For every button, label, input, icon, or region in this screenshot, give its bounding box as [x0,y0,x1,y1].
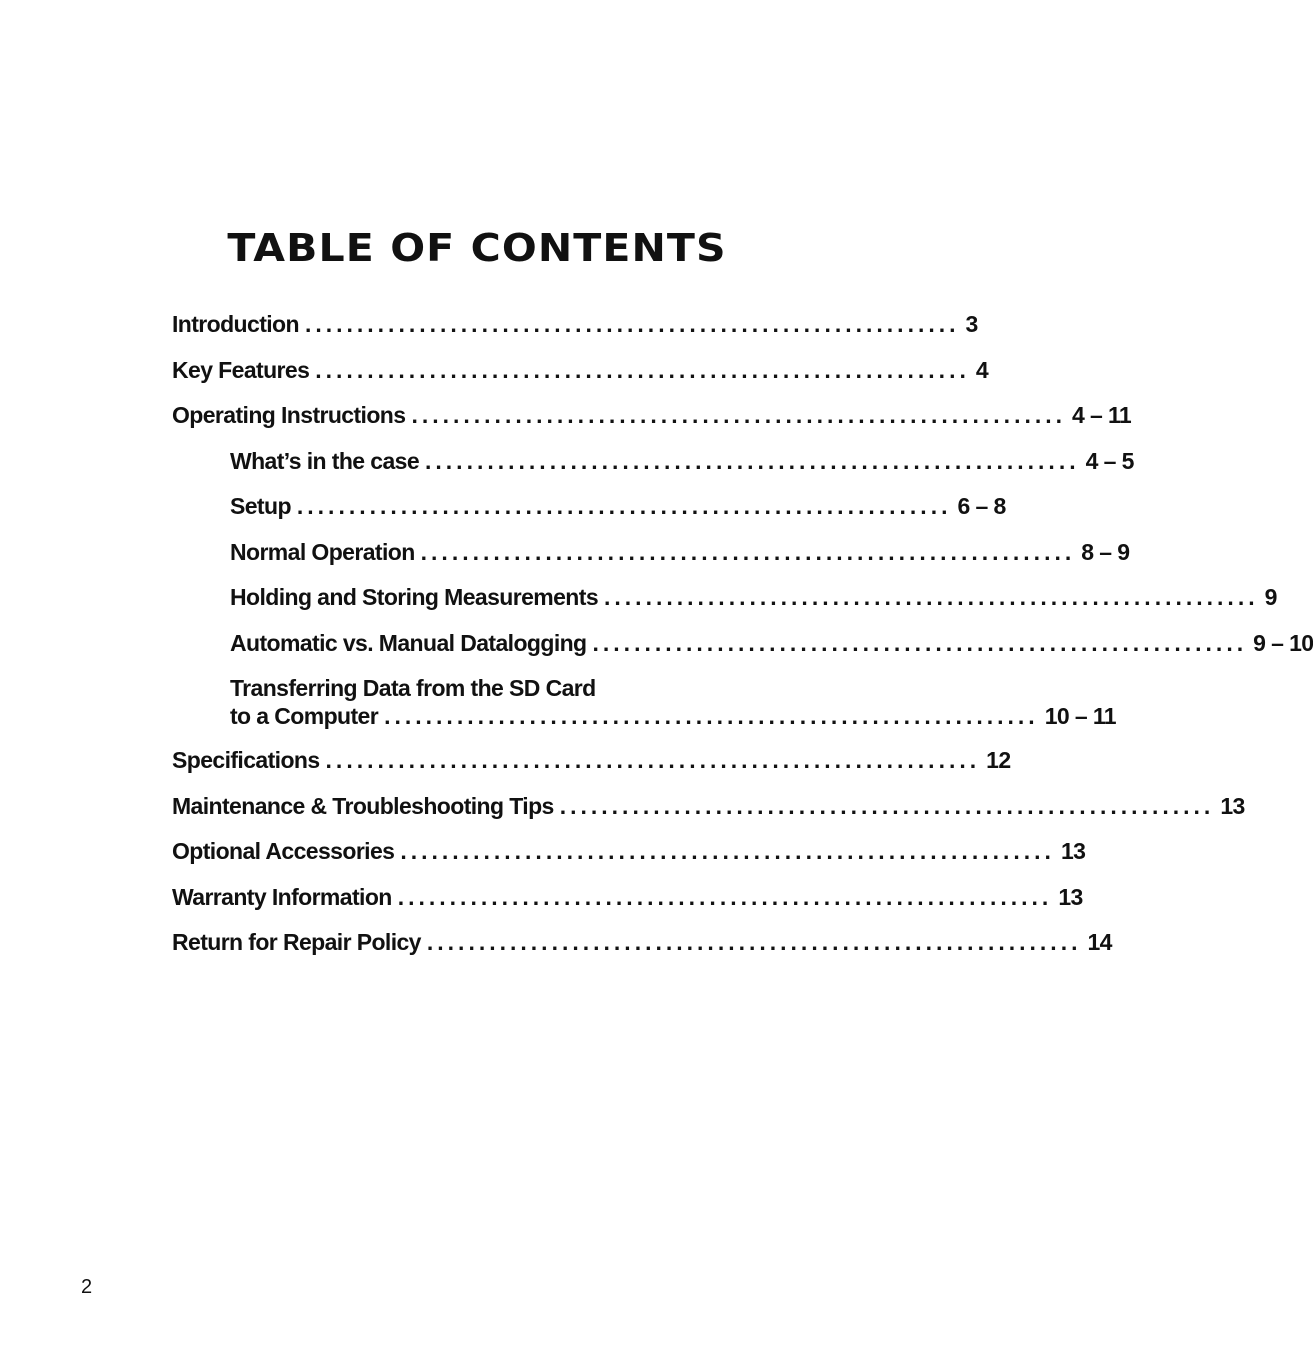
toc-entry-label: Setup [230,493,291,519]
toc-entry-pages: 14 [1087,929,1112,955]
toc-entry-pages: 13 [1220,792,1245,819]
toc-entry-pages: 3 [965,311,978,337]
dot-leader: ............................................................... [420,538,1076,565]
dot-leader: ............................................................... [384,703,1039,729]
toc-entry-pages: 13 [1060,838,1086,864]
toc-entry-label: Warranty Information [172,883,392,910]
dot-leader: ............................................................... [411,402,1067,428]
toc-entry-label: to a Computer [230,703,379,729]
toc-entry-label-line1: Transferring Data from the SD Card [230,675,596,701]
toc-entry-datalogging[interactable] [230,629,1313,675]
toc-entry-pages: 10 – 11 [1044,703,1116,729]
toc-entry-pages: 13 [1058,883,1083,910]
toc-entry-pages: 8 – 9 [1081,538,1130,565]
dot-leader: ............................................................... [296,493,952,519]
table-of-contents [172,310,1313,974]
dot-leader: ............................................................... [315,356,970,383]
toc-entry-operating-instructions[interactable] [172,401,1132,447]
toc-entry-pages: 6 – 8 [957,493,1006,519]
dot-leader: ............................................................... [426,929,1082,955]
toc-entry-label: Holding and Storing Measurements [230,584,599,610]
toc-entry-label: Key Features [172,356,310,383]
toc-entry-transferring-data[interactable] [230,674,1116,746]
toc-entry-label: What’s in the case [230,447,420,474]
toc-entry-maintenance[interactable] [172,792,1245,838]
dot-leader: ............................................................... [559,792,1215,819]
toc-entry-label: Return for Repair Policy [172,929,421,955]
toc-entry-label: Operating Instructions [172,402,406,428]
dot-leader: ............................................................... [325,747,981,773]
toc-entry-label: Automatic vs. Manual Datalogging [230,629,587,656]
toc-entry-label: Specifications [172,747,320,773]
toc-entry-optional-accessories[interactable] [172,837,1086,883]
page-title: TABLE OF CONTENTS [227,226,727,270]
dot-leader: ............................................................... [400,838,1055,864]
toc-entry-label: Introduction [172,311,299,337]
dot-leader: ............................................................... [397,883,1053,910]
toc-entry-pages: 9 – 10 [1253,629,1313,656]
toc-entry-setup[interactable] [230,492,1006,538]
dot-leader: ............................................................... [604,584,1259,610]
toc-entry-specifications[interactable] [172,746,1011,792]
toc-entry-label: Maintenance & Troubleshooting Tips [172,792,554,819]
toc-entry-pages: 12 [986,747,1011,773]
toc-entry-label: Normal Operation [230,538,415,565]
toc-entry-introduction[interactable] [172,310,978,356]
toc-entry-warranty[interactable] [172,883,1083,929]
toc-entry-pages: 4 – 11 [1072,402,1132,428]
dot-leader: ............................................................... [425,447,1080,474]
toc-entry-key-features[interactable] [172,356,989,402]
toc-entry-holding-and-storing[interactable] [230,583,1277,629]
dot-leader: ............................................................... [592,629,1248,656]
toc-entry-whats-in-the-case[interactable] [230,447,1134,493]
toc-entry-pages: 4 – 5 [1085,447,1134,474]
toc-entry-normal-operation[interactable] [230,538,1130,584]
toc-entry-return-for-repair[interactable] [172,928,1112,974]
page-number: 2 [81,1276,93,1298]
toc-entry-pages: 4 [975,356,989,383]
toc-entry-pages: 9 [1264,584,1277,610]
toc-entry-label: Optional Accessories [172,838,395,864]
dot-leader: ............................................................... [304,311,960,337]
